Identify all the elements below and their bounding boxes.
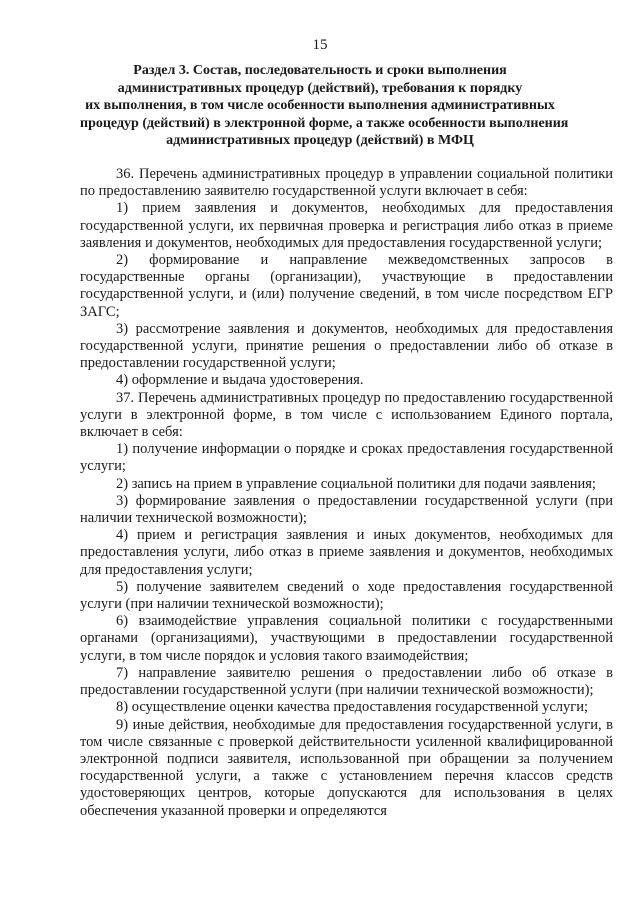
list-item: 1) получение информации о порядке и сроках предоставления государственной услуги; [80,441,613,475]
list-item: 2) запись на прием в управление социальной политики для подачи заявления; [116,475,596,492]
list-item: 5) получение заявителем сведений о ходе предоставления государственной услуги (при наличии технической возможности); [80,578,613,613]
body-text [80,166,613,820]
section-heading-line: административных процедур (действий), требования к порядку [117,80,523,96]
list-item: 2) формирование и направление межведомственных запросов в государственные органы (организации), участвующие в предоставлении государственной услуги, и (или) получение сведений, в том числе посредством ЕГР ЗАГС; [80,252,613,320]
page-number: 15 [312,37,328,53]
paragraph-36-intro: 36. Перечень административных процедур в управлении социальной политики по предоставлению заявителю государственной услуги включает в себя: [80,166,613,200]
list-item: 4) прием и регистрация заявления и иных документов, необходимых для предоставления услуги, либо отказ в приеме заявления и документов, необходимых для предоставления услуги; [80,527,613,578]
list-item: 7) направление заявителю решения о предоставлении либо об отказе в предоставлении государственной услуги (при наличии технической возможности); [80,664,613,699]
list-item: 3) формирование заявления о предоставлении государственной услуги (при наличии технической возможности); [80,492,613,527]
section-heading-line: процедур (действий) в электронной форме, а также особенности выполнения [80,115,569,131]
section-heading-line: Раздел 3. Состав, последовательность и сроки выполнения [133,63,507,78]
list-item: 8) осуществление оценки качества предоставления государственной услуги; [116,699,588,716]
section-heading [80,62,569,150]
list-item: 4) оформление и выдача удостоверения. [116,372,364,389]
list-item: 9) иные действия, необходимые для предоставления государственной услуги, в том числе связанные с проверкой действительности усиленной квалифицированной электронной подписи заявителя, использованной при обращении за получением государственной услуги, а также с установлением перечня классов средств удостоверяющих центров, которые допускаются для использования в целях обеспечения указанной проверки и определяются [80,716,613,819]
list-item: 1) прием заявления и документов, необходимых для предоставления государственной услуги, их первичная проверка и регистрация либо отказ в приеме заявления и документов, необходимых для предоставления государственной услуги; [80,200,613,251]
section-heading-line: административных процедур (действий) в МФЦ [166,133,474,149]
list-item: 6) взаимодействие управления социальной политики с государственными органами (организациями), участвующими в предоставлении государственной услуги, в том числе порядок и условия такого взаимодействия; [80,613,613,664]
section-heading-line: их выполнения, в том числе особенности выполнения административных [85,98,555,114]
paragraph-37-intro: 37. Перечень административных процедур по предоставлению государственной услуги в электронной форме, в том числе с использованием Единого портала, включает в себя: [80,389,613,441]
list-item: 3) рассмотрение заявления и документов, необходимых для предоставления государственной услуги, принятие решения о предоставлении либо об отказе в предоставлении государственной услуги; [80,320,613,372]
